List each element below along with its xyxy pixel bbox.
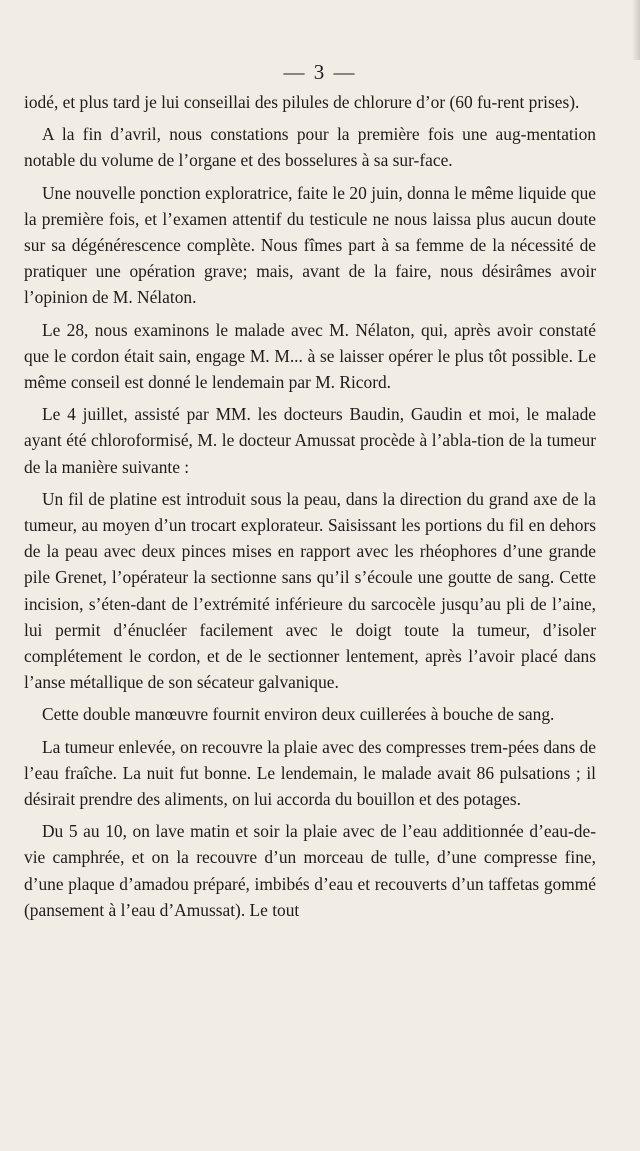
- paragraph-6: Un fil de platine est introduit sous la peau, dans la direction du grand axe de la tumeur, au moyen d’un trocart explorateur. Saisissant les portions du fil en dehors de la peau avec deux pinces mises en rapport avec les rhéophores d’une grande pile Grenet, l’opérateur la sectionne sans qu’il s’écoule une goutte de sang. Cette incision, s’éten-dant de l’extrémité inférieure du sarcocèle jusqu’au pli de l’aine, lui permit d’énucléer facilement avec le doigt toute la tumeur, d’isoler complétement le cordon, et de le sectionner lentement, après l’avoir placé dans l’anse métallique de son sécateur galvanique.: [24, 488, 596, 693]
- paragraph-4: Le 28, nous examinons le malade avec M. Nélaton, qui, après avoir constaté que le cordon était sain, engage M. M... à se laisser opérer le plus tôt possible. Le même conseil est donné le lendemain par M. Ricord.: [24, 319, 596, 393]
- page-edge-shadow: [632, 0, 640, 60]
- page-number: — 3 —: [283, 60, 357, 84]
- paragraph-3: Une nouvelle ponction exploratrice, faite le 20 juin, donna le même liquide que la première fois, et l’examen attentif du testicule ne nous laissa plus aucun doute sur sa dégénérescence complète. Nous fîmes part à sa femme de la nécessité de pratiquer une opération grave; mais, avant de la faire, nous désirâmes avoir l’opinion de M. Nélaton.: [24, 182, 596, 308]
- paragraph-2: A la fin d’avril, nous constations pour la première fois une aug-mentation notable du volume de l’organe et des bosselures à sa sur-face.: [24, 124, 596, 171]
- body-text: [24, 89, 596, 929]
- paragraph-8: La tumeur enlevée, on recouvre la plaie avec des compresses trem-pées dans de l’eau fraîche. La nuit fut bonne. Le lendemain, le malade avait 86 pulsations ; il désirait prendre des aliments, on lui accorda du bouillon et des potages.: [24, 736, 596, 810]
- paragraph-7: Cette double manœuvre fournit environ deux cuillerées à bouche de sang.: [42, 704, 555, 725]
- paragraph-1: iodé, et plus tard je lui conseillai des pilules de chlorure d’or (60 fu-rent prises).: [24, 92, 580, 112]
- paragraph-9: Du 5 au 10, on lave matin et soir la plaie avec de l’eau additionnée d’eau-de-vie camphrée, et on la recouvre d’un morceau de tulle, d’une compresse fine, d’une plaque d’amadou préparé, imbibés d’eau et recouverts d’un taffetas gommé (pansement à l’eau d’Amussat). Le tout: [24, 821, 596, 920]
- paragraph-5: Le 4 juillet, assisté par MM. les docteurs Baudin, Gaudin et moi, le malade ayant été chloroformisé, M. le docteur Amussat procède à l’abla-tion de la tumeur de la manière suivante :: [24, 404, 596, 477]
